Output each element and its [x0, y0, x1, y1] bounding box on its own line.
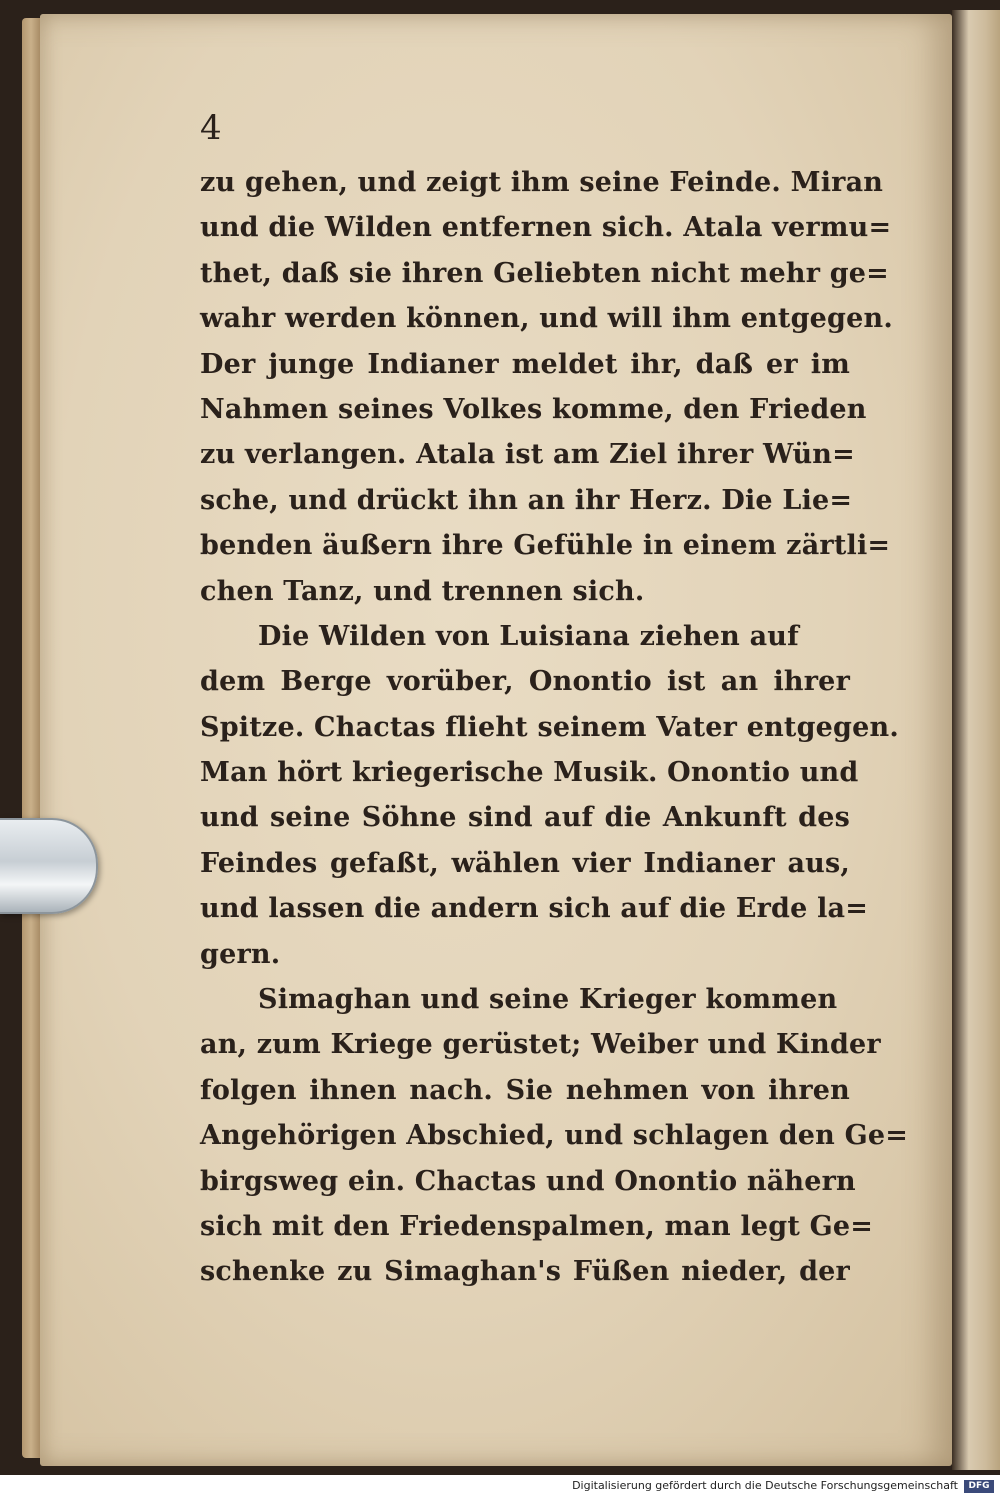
text-line: thet, daß sie ihren Geliebten nicht mehr ge= — [200, 257, 889, 289]
text-line: Feindes gefaßt, wählen vier Indianer aus, — [200, 847, 850, 879]
text-line: birgsweg ein. Chactas und Onontio nähern — [200, 1165, 856, 1197]
text-line: und seine Söhne sind auf die Ankunft des — [200, 802, 850, 834]
text-line: an, zum Kriege gerüstet; Weiber und Kinder — [200, 1029, 881, 1061]
text-line: zu verlangen. Atala ist am Ziel ihrer Wün= — [200, 439, 855, 471]
book-gutter — [952, 10, 1000, 1470]
text-line: schenke zu Simaghan's Füßen nieder, der — [200, 1256, 850, 1288]
text-line: dem Berge vorüber, Onontio ist an ihrer — [200, 666, 850, 698]
text-line: Man hört kriegerische Musik. Onontio und — [200, 757, 859, 789]
text-line: sche, und drückt ihn an ihr Herz. Die Lie= — [200, 484, 853, 516]
text-line: gern. — [200, 938, 281, 970]
text-line: Spitze. Chactas flieht seinem Vater entgegen. — [200, 711, 899, 743]
text-line: wahr werden können, und will ihm entgegen. — [200, 303, 893, 335]
text-line: und lassen die andern sich auf die Erde la= — [200, 893, 869, 925]
body-text — [200, 160, 909, 1295]
dfg-logo: DFG — [964, 1480, 994, 1493]
text-line: chen Tanz, und trennen sich. — [200, 575, 645, 607]
text-line: zu gehen, und zeigt ihm seine Feinde. Miran — [200, 167, 884, 198]
text-line: Angehörigen Abschied, und schlagen den Ge= — [200, 1120, 909, 1152]
text-line: Nahmen seines Volkes komme, den Frieden — [200, 393, 867, 425]
funding-credit: Digitalisierung gefördert durch die Deutsche Forschungsgemeinschaft — [572, 1479, 958, 1492]
footer-bar — [0, 1475, 1000, 1498]
text-line: Simaghan und seine Krieger kommen — [258, 984, 838, 1016]
text-line: Der junge Indianer meldet ihr, daß er im — [200, 348, 850, 380]
page-number: 4 — [200, 108, 222, 148]
text-line: und die Wilden entfernen sich. Atala vermu= — [200, 212, 892, 244]
text-line: sich mit den Friedenspalmen, man legt Ge= — [200, 1210, 874, 1242]
page-clip — [0, 818, 98, 914]
text-line: folgen ihnen nach. Sie nehmen von ihren — [200, 1074, 850, 1106]
text-line: benden äußern ihre Gefühle in einem zärtli= — [200, 530, 891, 562]
text-line: Die Wilden von Luisiana ziehen auf — [258, 620, 799, 652]
